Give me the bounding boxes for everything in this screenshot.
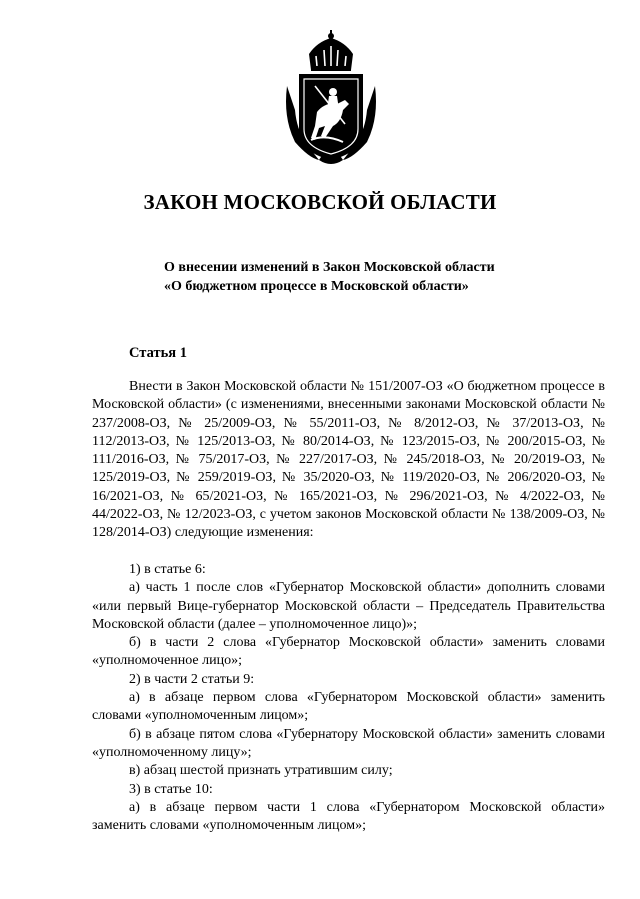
article-heading: Статья 1 — [129, 345, 187, 361]
paragraph-item-2b: б) в абзаце пятом слова «Губернатору Московской области» заменить словами «уполномоченному лицу»; — [92, 726, 605, 760]
law-title: ЗАКОН МОСКОВСКОЙ ОБЛАСТИ — [143, 190, 497, 214]
paragraph-item-1a: а) часть 1 после слов «Губернатор Московской области» дополнить словами «или первый Вице-губернатор Московской области – Председатель Правительства Московской области (далее – уполномоченное лицо)»; — [92, 580, 605, 632]
paragraph-item-2a: а) в абзаце первом слова «Губернатором Московской области» заменить словами «уполномоченным лицом»; — [92, 690, 605, 724]
subtitle-line-2: «О бюджетном процессе в Московской области» — [164, 279, 469, 294]
paragraph-item-2c: в) абзац шестой признать утратившим силу; — [129, 763, 393, 779]
paragraph-intro: Внести в Закон Московской области № 151/2007-ОЗ «О бюджетном процессе в Московской области» (с изменениями, внесенными законами Московской области № 237/2008-ОЗ, № 25/2009-ОЗ, № 55/2011-ОЗ, № 8/2012-ОЗ, № 37/2013-ОЗ, № 112/2013-ОЗ, № 125/2013-ОЗ, № 80/2014-ОЗ, № 123/2015-ОЗ, № 200/2015-ОЗ, № 111/2016-ОЗ, № 75/2017-ОЗ, № 227/2017-ОЗ, № 245/2018-ОЗ, № 20/2019-ОЗ, № 125/2019-ОЗ, № 259/2019-ОЗ, № 35/2020-ОЗ, № 119/2020-ОЗ, № 206/2020-ОЗ, № 16/2021-ОЗ, № 65/2021-ОЗ, № 165/2021-ОЗ, № 296/2021-ОЗ, № 4/2022-ОЗ, № 44/2022-ОЗ, № 12/2023-ОЗ, с учетом законов Московской области № 138/2009-ОЗ, № 128/2014-ОЗ) следующие изменения: — [92, 379, 605, 541]
article-body — [92, 378, 605, 835]
paragraph-item-1b: б) в части 2 слова «Губернатор Московской области» заменить словами «уполномоченное лицо»; — [92, 635, 605, 669]
paragraph-item-2: 2) в части 2 статьи 9: — [129, 671, 255, 687]
law-subtitle — [164, 258, 604, 296]
paragraph-item-1: 1) в статье 6: — [129, 561, 206, 577]
moscow-oblast-coat-of-arms-icon — [281, 30, 381, 170]
subtitle-line-1: О внесении изменений в Закон Московской области — [164, 260, 495, 275]
paragraph-item-3: 3) в статье 10: — [129, 781, 213, 797]
paragraph-item-3a: а) в абзаце первом части 1 слова «Губернатором Московской области» заменить словами «уполномоченным лицом»; — [92, 799, 605, 834]
